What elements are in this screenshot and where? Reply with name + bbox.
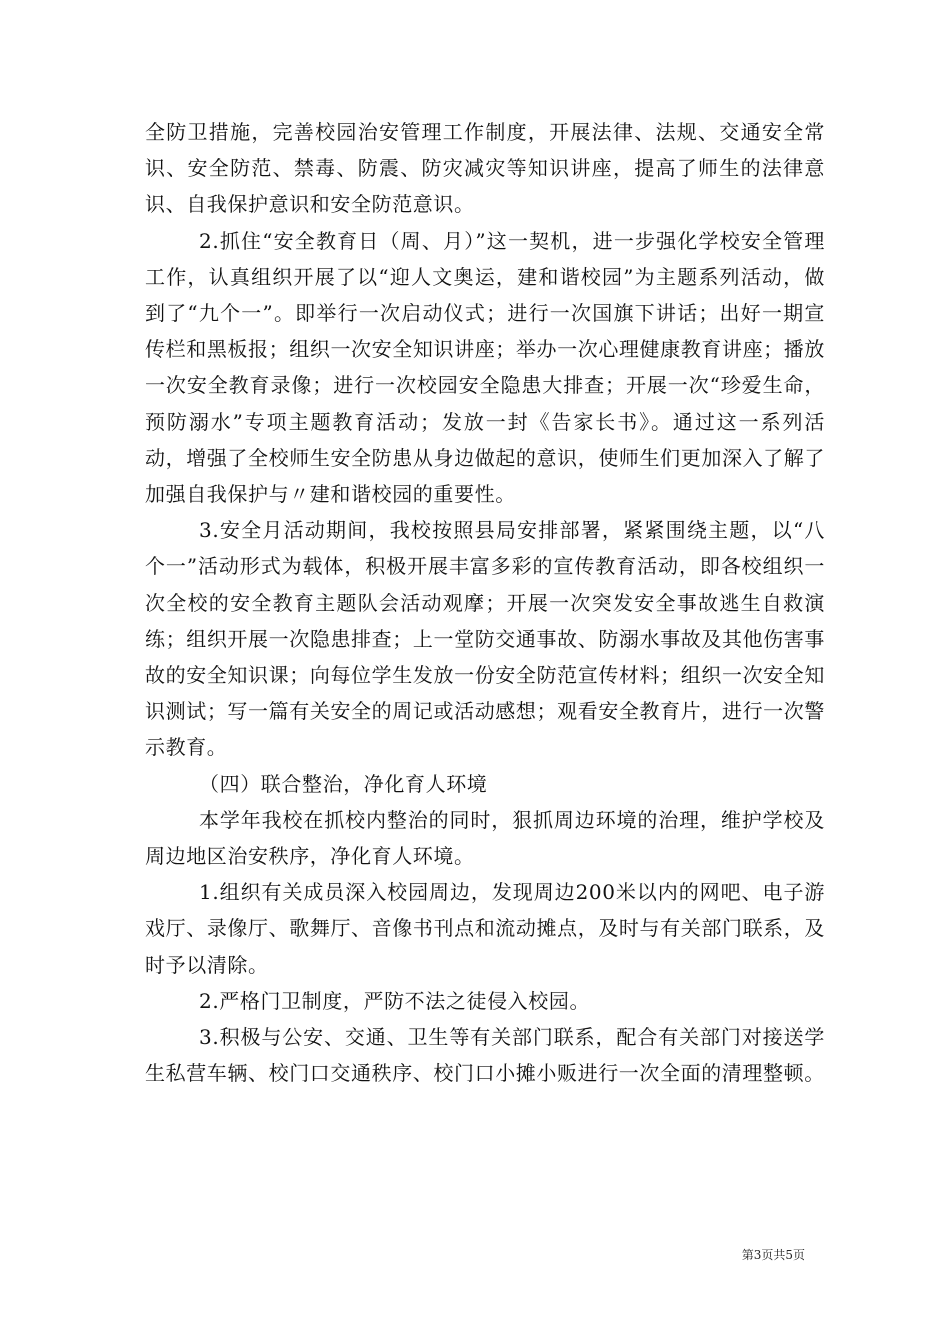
paragraph-item-3: 3.安全月活动期间，我校按照县局安排部署，紧紧围绕主题，以“八个一”活动形式为载体，积极开展丰富多彩的宣传教育活动，即各校组织一次全校的安全教育主题队会活动观摩；开展一次突发安全事故逃生自救演练；组织开展一次隐患排查；上一堂防交通事故、防溺水事故及其他伤害事故的安全知识课；向每位学生发放一份安全防范宣传材料；组织一次安全知识测试；写一篇有关安全的周记或活动感想；观看安全教育片，进行一次警示教育。: [145, 518, 825, 760]
paragraph-continuation: 全防卫措施，完善校园治安管理工作制度，开展法律、法规、交通安全常识、安全防范、禁毒、防震、防灾减灾等知识讲座，提高了师生的法律意识、自我保护意识和安全防范意识。: [145, 120, 825, 217]
section-heading: （四）联合整治，净化育人环境: [199, 771, 488, 796]
paragraph-list-item-2: 2.严格门卫制度，严防不法之徒侵入校园。: [199, 988, 591, 1013]
page-number: 第3页共5页: [741, 1248, 805, 1262]
paragraph-list-item-3: 3.积极与公安、交通、卫生等有关部门联系，配合有关部门对接送学生私营车辆、校门口交通秩序、校门口小摊小贩进行一次全面的清理整顿。: [145, 1025, 825, 1086]
paragraph-intro: 本学年我校在抓校内整治的同时，狠抓周边环境的治理，维护学校及周边地区治安秩序，净化育人环境。: [145, 807, 825, 869]
document-body: [145, 114, 825, 1091]
paragraph-item-2: 2.抓住“安全教育日（周、月）”这一契机，进一步强化学校安全管理工作，认真组织开展了以“迎人文奥运，建和谐校园”为主题系列活动，做到了“九个一”。即举行一次启动仪式；进行一次国旗下讲话；出好一期宣传栏和黑板报；组织一次安全知识讲座；举办一次心理健康教育讲座；播放一次安全教育录像；进行一次校园安全隐患大排查；开展一次“珍爱生命，预防溺水”专项主题教育活动；发放一封《告家长书》。通过这一系列活动，增强了全校师生安全防患从身边做起的意识，使师生们更加深入了解了加强自我保护与〃建和谐校园的重要性。: [145, 228, 825, 507]
paragraph-list-item-1: 1.组织有关成员深入校园周边，发现周边200米以内的网吧、电子游戏厅、录像厅、歌舞厅、音像书刊点和流动摊点，及时与有关部门联系，及时予以清除。: [145, 880, 825, 977]
